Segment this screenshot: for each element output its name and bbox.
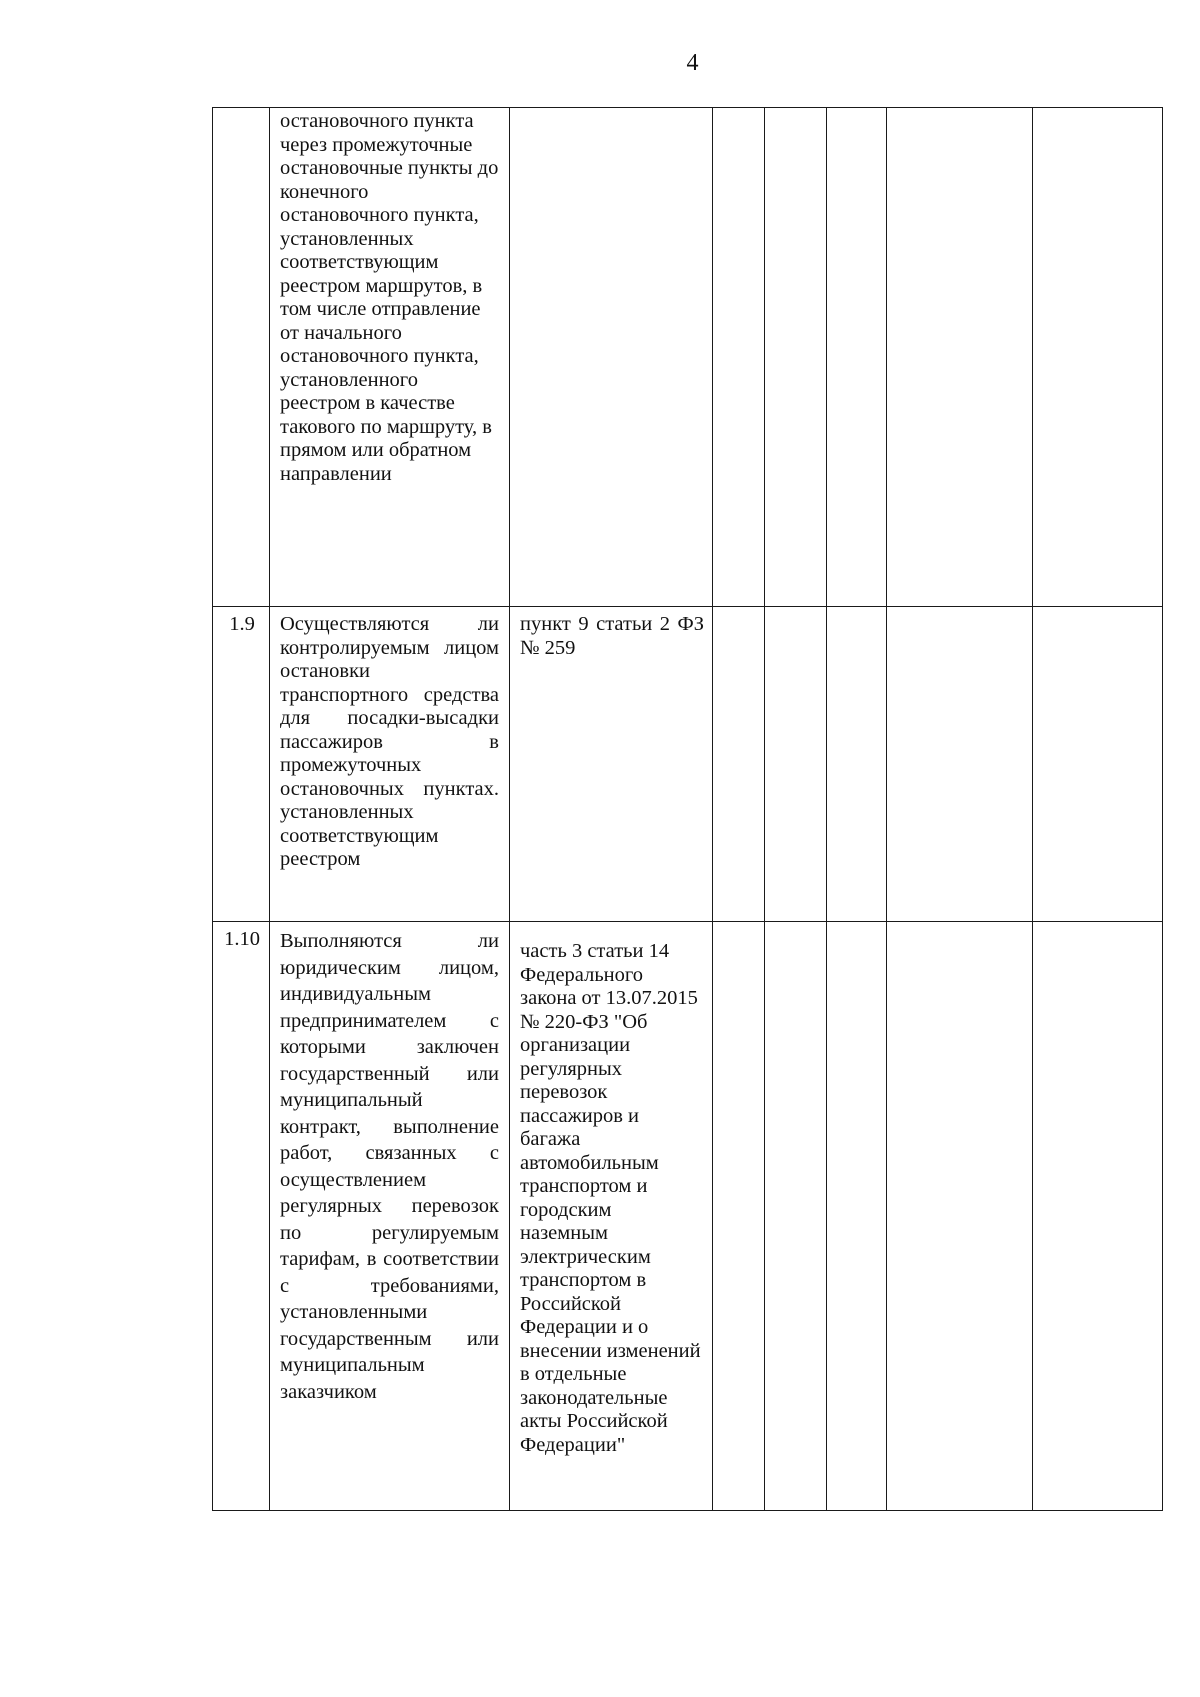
item-number-cell: 1.9 [213,607,270,922]
legal-basis-cell: часть 3 статьи 14 Федерального закона от 13.07.2015 № 220-ФЗ "Об организации регулярных перевозок пассажиров и багажа автомобильным транспортом и городским наземным электрическим транспортом в Российской Федерации и о внесении изменений в отдельные законодательные акты Российской Федерации" [510,922,713,1511]
checklist-table-container [212,107,1162,1511]
checklist-table [212,107,1163,1511]
item-number-cell [213,108,270,607]
answer-not-applicable-cell [827,607,887,922]
notes-cell [887,108,1033,607]
answer-yes-cell [713,922,765,1511]
legal-basis-cell: пункт 9 статьи 2 ФЗ № 259 [510,607,713,922]
comments-cell [1033,108,1163,607]
answer-no-cell [765,108,827,607]
answer-yes-cell [713,607,765,922]
item-number-cell: 1.10 [213,922,270,1511]
answer-no-cell [765,922,827,1511]
notes-cell [887,607,1033,922]
answer-not-applicable-cell [827,108,887,607]
requirement-cell: Осуществляются ли контролируемым лицом остановки транспортного средства для посадки-высадки пассажиров в промежуточных остановочных пунктах. установленных соответствующим реестром [270,607,510,922]
answer-not-applicable-cell [827,922,887,1511]
table-row [213,108,1163,607]
table-row [213,922,1163,1511]
notes-cell [887,922,1033,1511]
answer-no-cell [765,607,827,922]
page-number: 4 [686,50,699,76]
comments-cell [1033,607,1163,922]
legal-basis-cell [510,108,713,607]
requirement-cell: Выполняются ли юридическим лицом, индивидуальным предпринимателем с которыми заключен государственный или муниципальный контракт, выполнение работ, связанных с осуществлением регулярных перевозок по регулируемым тарифам, в соответствии с требованиями, установленными государственным или муниципальным заказчиком [270,922,510,1511]
comments-cell [1033,922,1163,1511]
answer-yes-cell [713,108,765,607]
requirement-cell: остановочного пункта через промежуточные остановочные пункты до конечного остановочного пункта, установленных соответствующим реестром маршрутов, в том числе отправление от начального остановочного пункта, установленного реестром в качестве такового по маршруту, в прямом или обратном направлении [270,108,510,607]
table-row [213,607,1163,922]
